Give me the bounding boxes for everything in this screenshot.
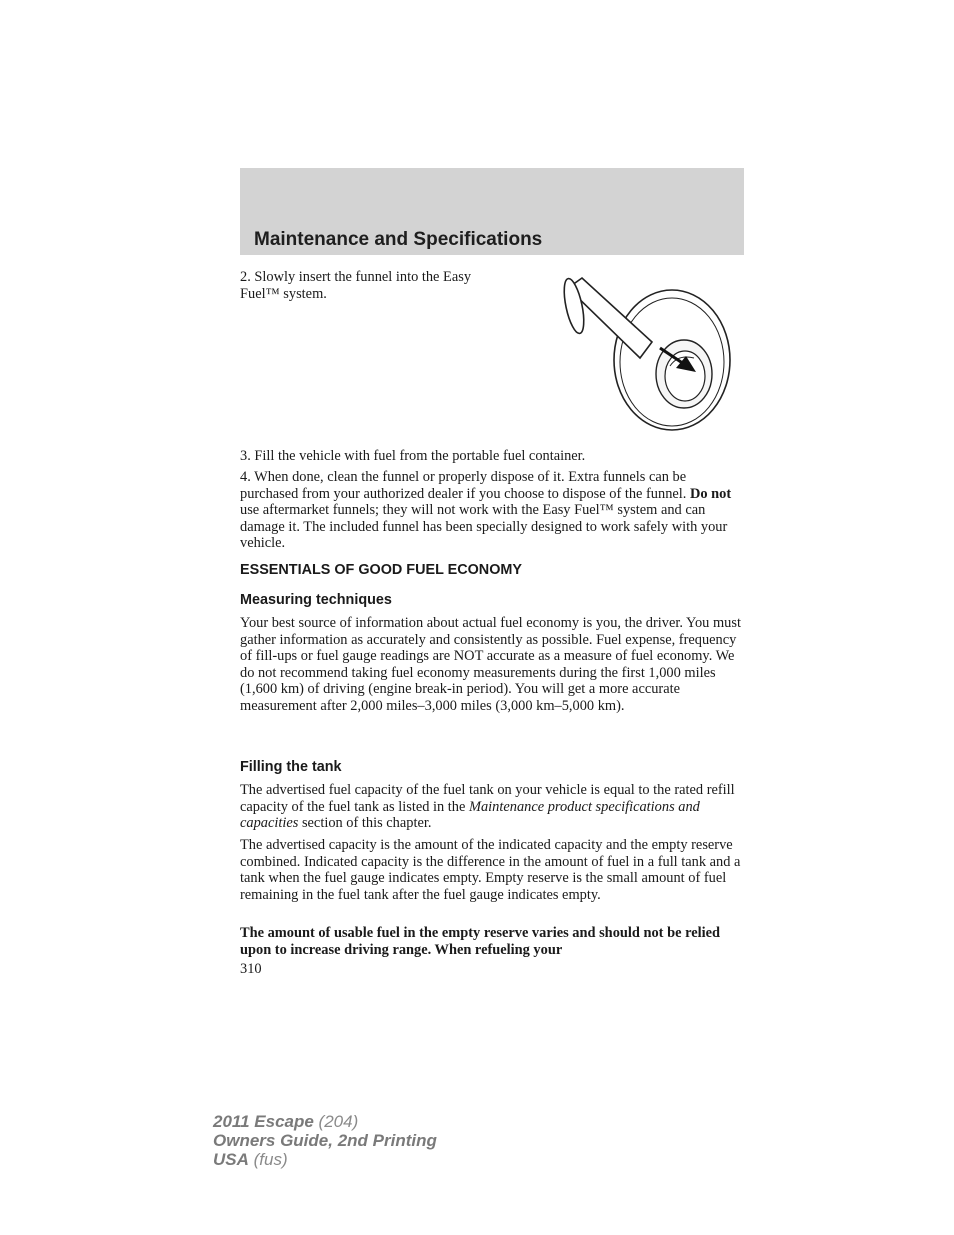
filling-text-2: The advertised capacity is the amount of the indicated capacity and the empty reserve combined. Indicated capacity is the difference in the amount of fuel in a full tank and a tank when the fuel gauge indicates empty. Empty reserve is the small amount of fuel remaining in the fuel tank after the fuel gauge indicates empty. — [240, 837, 741, 903]
footer-market: USA — [213, 1150, 249, 1169]
footer-line-2 — [213, 1131, 437, 1150]
step-4-text — [240, 469, 744, 552]
chapter-title: Maintenance and Specifications — [254, 229, 543, 250]
filling-text-1 — [240, 782, 744, 832]
document-footer — [213, 1112, 437, 1169]
filling-text-3-bold: The amount of usable fuel in the empty reserve varies and should not be relied upon to increase driving range. When refueling your — [240, 925, 720, 958]
footer-guide: Owners Guide, 2nd Printing — [213, 1131, 437, 1150]
step-4-text-end: use aftermarket funnels; they will not work with the Easy Fuel™ system and can damage it. The included funnel has been specially designed to work safely with your vehicle. — [240, 502, 728, 551]
page-number: 310 — [240, 961, 262, 977]
step-4-text-start: 4. When done, clean the funnel or properly dispose of it. Extra funnels can be purchased from your authorized dealer if you choose to dispose of the funnel. — [240, 469, 690, 502]
subheading-filling: Filling the tank — [240, 759, 342, 775]
filling-text-1-start: The advertised fuel capacity of the fuel tank on your vehicle is equal to the rated refill capacity of the fuel tank as listed in the — [240, 782, 735, 815]
filling-text-1-end: section of this chapter. — [298, 815, 432, 831]
step-3-text: 3. Fill the vehicle with fuel from the portable fuel container. — [240, 448, 586, 464]
step-4-do-not: Do not — [689, 485, 732, 502]
subheading-measuring: Measuring techniques — [240, 592, 392, 608]
footer-line-1 — [213, 1112, 437, 1131]
footer-model: 2011 Escape — [213, 1112, 314, 1131]
measuring-text: Your best source of information about actual fuel economy is you, the driver. You must gather information as accurately and consistently as possible. Fuel expense, frequency of fill-ups or fuel gauge readings are NOT accurate as a measure of fuel economy. We do not recommend taking fuel economy measurements during the first 1,000 miles (1,600 km) of driving (engine break-in period). You will get a more accurate measurement after 2,000 miles–3,000 miles (3,000 km–5,000 km). — [240, 615, 741, 714]
footer-line-3 — [213, 1150, 437, 1169]
chapter-header-band — [240, 168, 744, 255]
step-2-text: 2. Slowly insert the funnel into the Easy Fuel™ system. — [240, 269, 472, 302]
footer-model-code: (204) — [313, 1112, 359, 1131]
filling-text-1-reference: Maintenance product specifications and capacities — [240, 798, 700, 831]
footer-market-code: (fus) — [248, 1150, 288, 1169]
filling-text-3 — [240, 925, 744, 958]
section-heading-essentials: ESSENTIALS OF GOOD FUEL ECONOMY — [240, 562, 522, 578]
funnel-illustration — [548, 270, 744, 432]
